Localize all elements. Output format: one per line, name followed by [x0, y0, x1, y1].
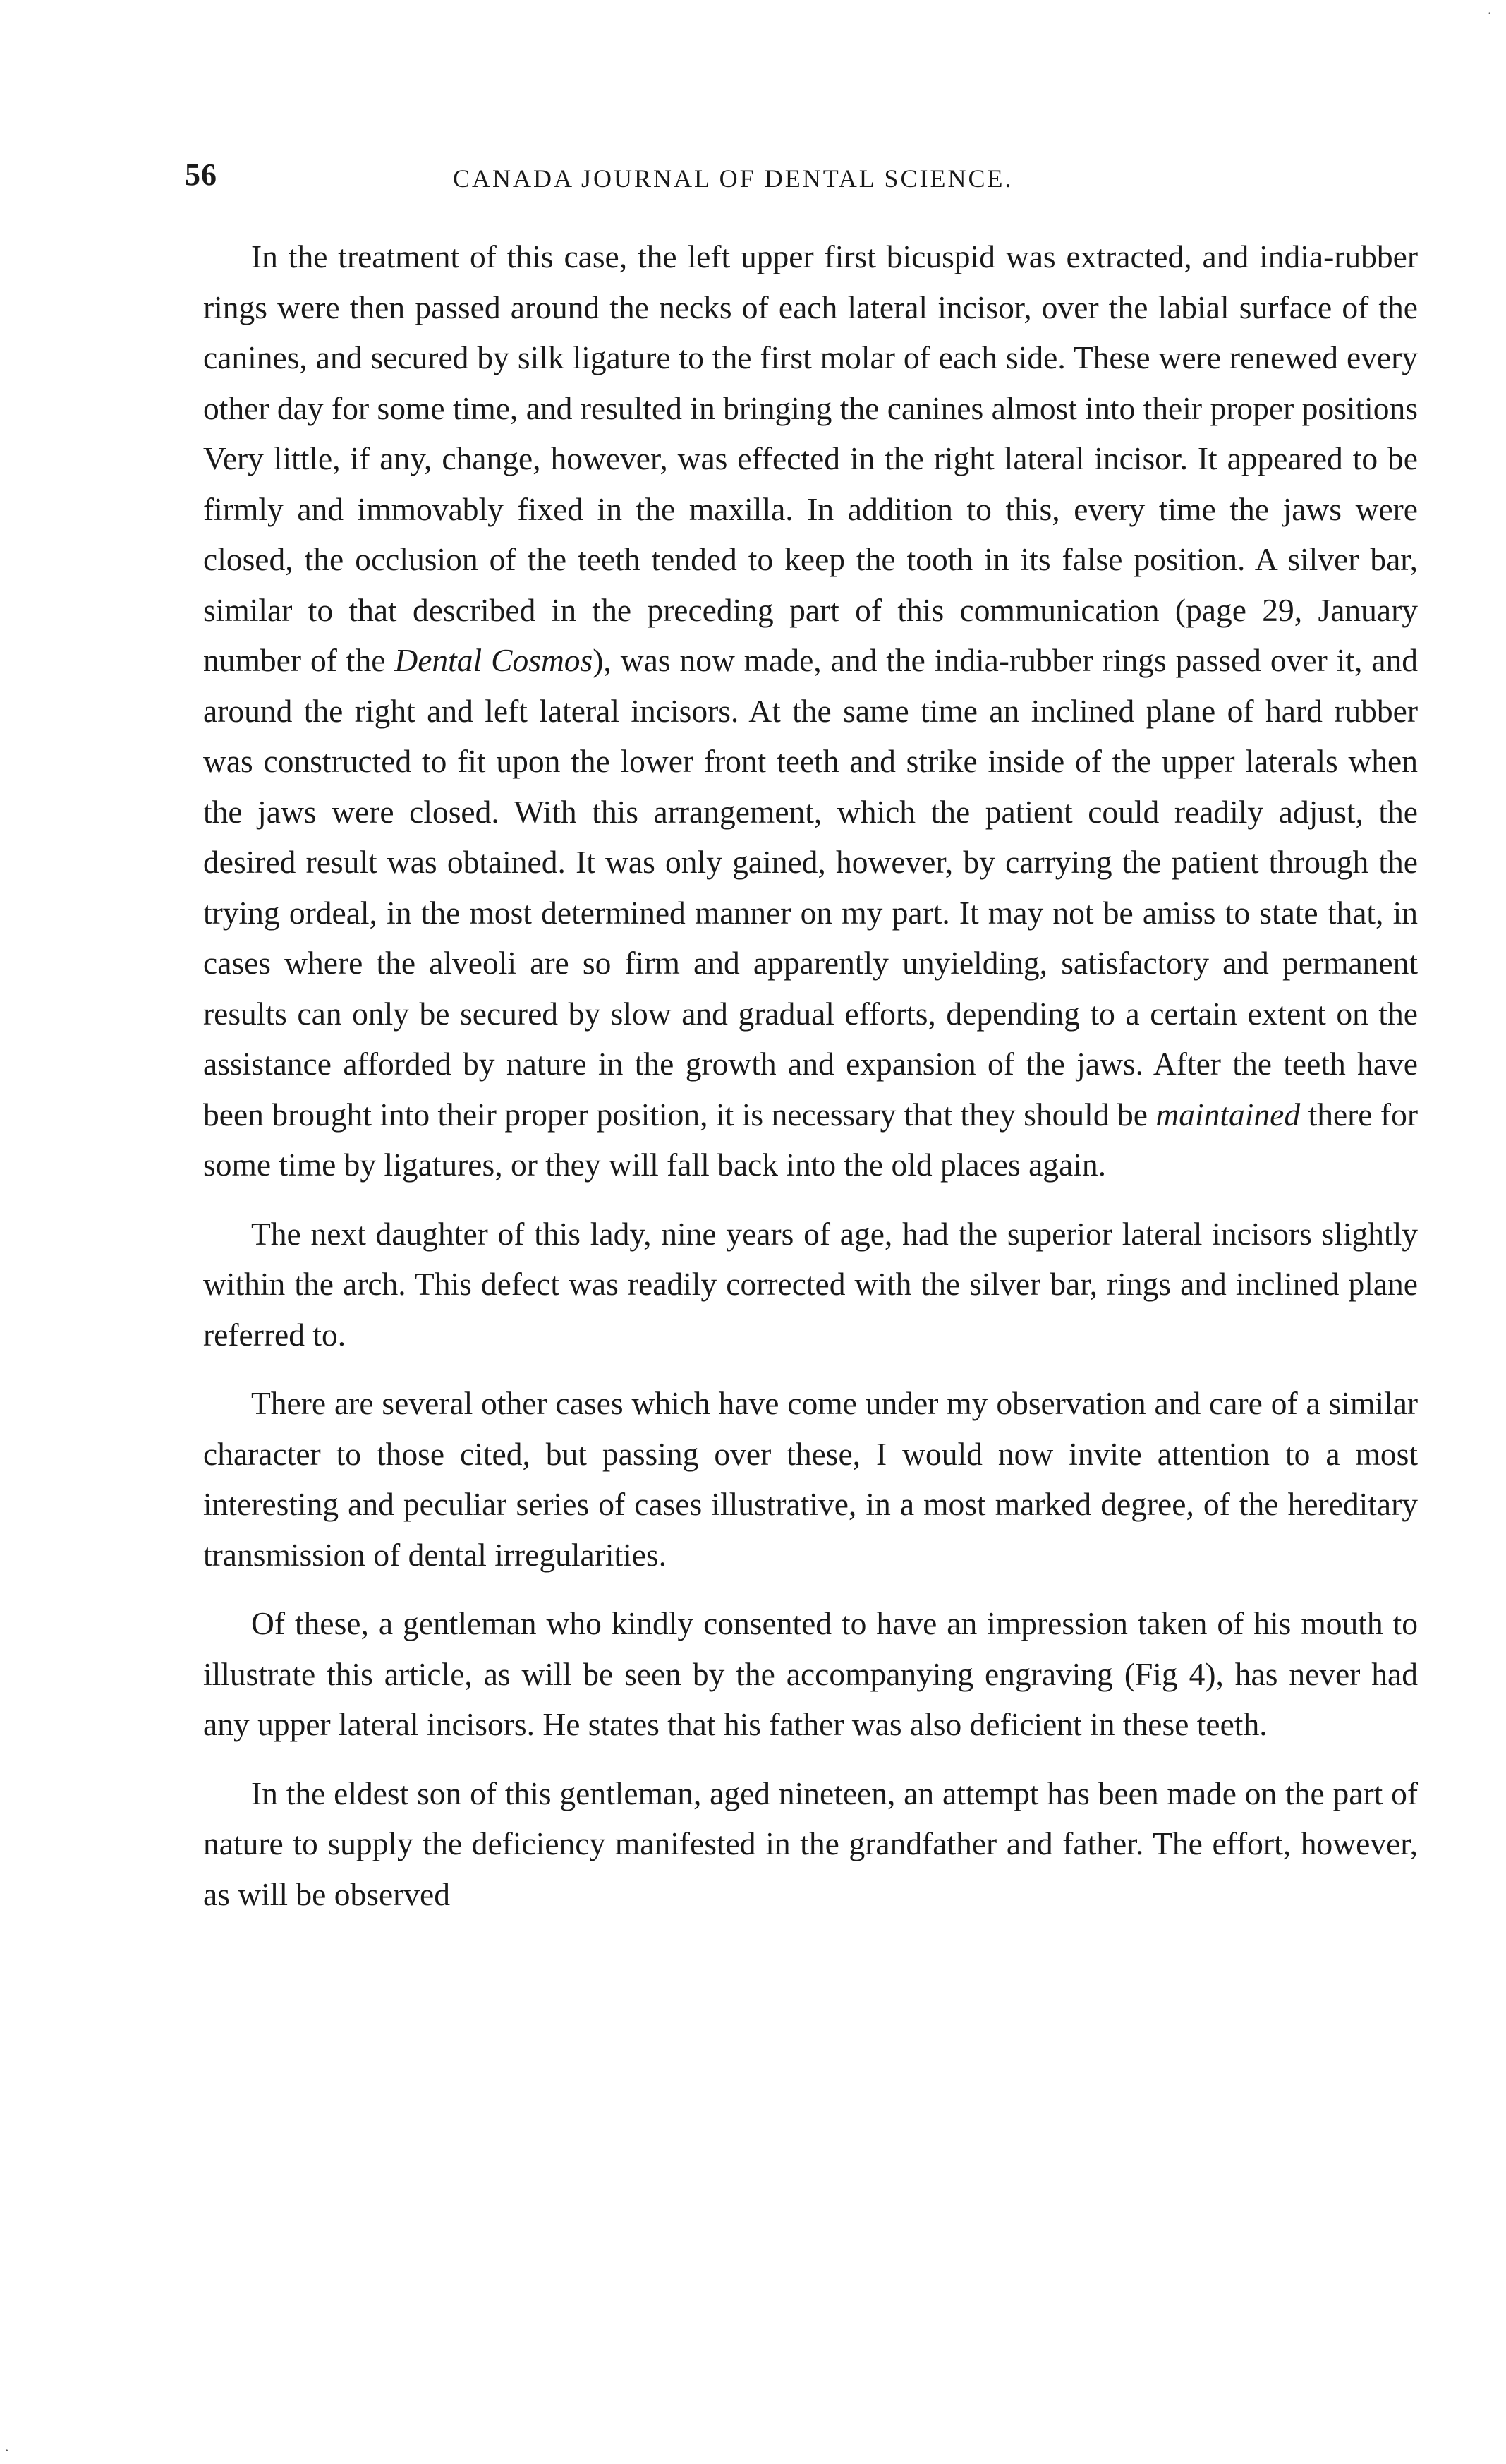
journal-title: CANADA JOURNAL OF DENTAL SCIENCE. — [453, 164, 1014, 193]
paragraph-treatment — [203, 231, 1418, 1190]
scan-speck: · — [1487, 4, 1493, 22]
body-text — [203, 231, 1418, 1938]
scan-speck: · — [4, 2441, 10, 2459]
emphasis-journal-name: Dental Cosmos — [394, 642, 593, 678]
paragraph-text: In the treatment of this case, the left upper first bicuspid was extracted, and india-rubber rings were then passed around the necks of each lateral incisor, over the labial surface of the canines, and secured by silk ligature to the first molar of each side. These were renewed every other day for some time, and resulted in bringing the canines almost into their proper positions Very little, if any, change, however, was effected in the right lateral incisor. It appeared to be firmly and immovably fixed in the maxilla. In addition to this, every time the jaws were closed, the occlusion of the teeth tended to keep the tooth in its false position. A silver bar, similar to that described in the preceding part of this communication (page 29, January number of the — [203, 238, 1418, 678]
paragraph-other-cases: There are several other cases which have come under my observation and care of a similar character to those cited, but passing over these, I would now invite attention to a most interesting and peculiar series of cases illustrative, in a most marked degree, of the hereditary transmission of dental irregularities. — [203, 1385, 1418, 1573]
emphasis-word: maintained — [1155, 1096, 1301, 1133]
page-number: 56 — [185, 157, 217, 192]
paragraph-next-daughter: The next daughter of this lady, nine years of age, had the superior lateral incisors slightly within the arch. This defect was readily corrected with the silver bar, rings and inclined plane referred to. — [203, 1215, 1418, 1353]
paragraph-text: ), was now made, and the india-rubber rings passed over it, and around the right and left lateral incisors. At the same time an inclined plane of hard rubber was constructed to fit upon the lower front teeth and strike inside of the upper laterals when the jaws were closed. With this arrangement, which the patient could readily adjust, the desired result was obtained. It was only gained, however, by carrying the patient through the trying ordeal, in the most determined manner on my part. It may not be amiss to state that, in cases where the alveoli are so firm and apparently unyielding, satisfactory and permanent results can only be secured by slow and gradual efforts, depending to a certain extent on the assistance afforded by nature in the growth and expansion of the jaws. After the teeth have been brought into their proper position, it is necessary that they should be — [203, 642, 1418, 1133]
paragraph-eldest-son: In the eldest son of this gentleman, aged nineteen, an attempt has been made on the part of nature to supply the deficiency manifested in the grandfather and father. The effort, however, as will be observed — [203, 1775, 1418, 1912]
paragraph-gentleman: Of these, a gentleman who kindly consented to have an impression taken of his mouth to illustrate this article, as will be seen by the accompanying engraving (Fig 4), has never had any upper lateral incisors. He states that his father was also deficient in these teeth. — [203, 1605, 1418, 1742]
running-head — [185, 157, 1426, 206]
paragraph-text: there for some time by ligatures, or they will fall back into the old places again. — [203, 1096, 1418, 1183]
